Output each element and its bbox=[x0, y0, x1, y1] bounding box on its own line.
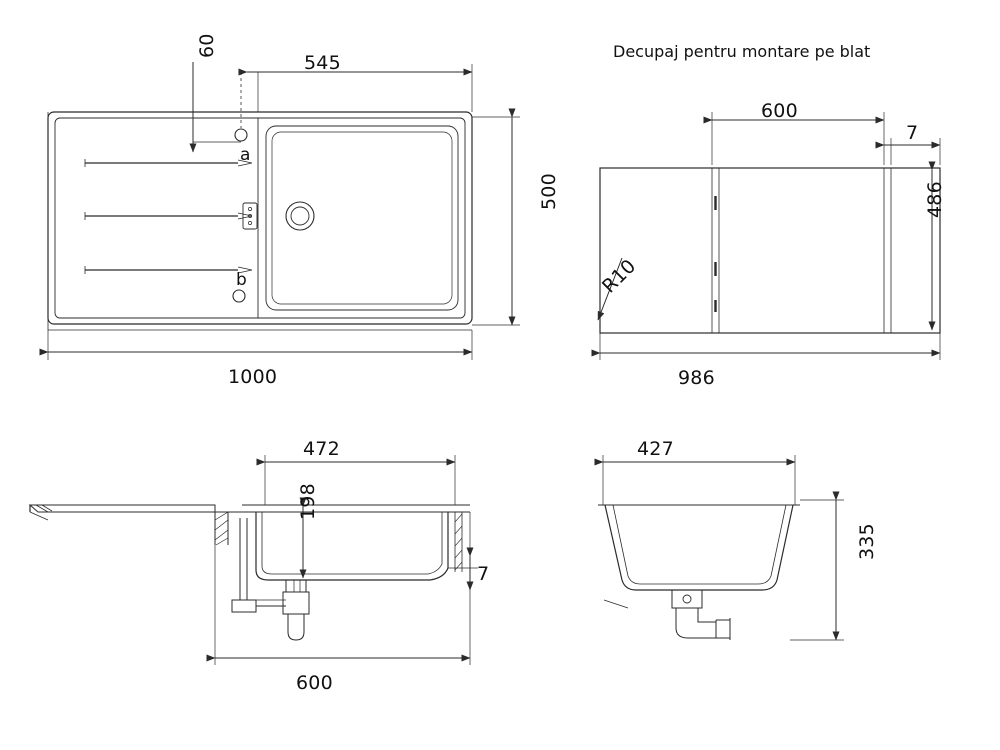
dim-rim-thickness: 7 bbox=[477, 563, 490, 585]
dim-bowl-width: 545 bbox=[304, 52, 341, 74]
side-section-geometry bbox=[598, 505, 800, 640]
dim-total-height: 335 bbox=[856, 523, 878, 560]
dim-corner-radius: R10 bbox=[598, 255, 641, 298]
dim-edge-distance: 7 bbox=[906, 122, 919, 144]
dim-overall-depth: 500 bbox=[538, 173, 560, 210]
dim-drain-offset: 60 bbox=[196, 33, 218, 58]
dim-bowl-top-width: 472 bbox=[303, 438, 340, 460]
dim-bowl-side-width: 427 bbox=[637, 438, 674, 460]
side-section-dimensions bbox=[603, 455, 844, 640]
top-view-geometry bbox=[48, 112, 472, 330]
dim-cutout-inner-width: 600 bbox=[761, 100, 798, 122]
dim-overall-width: 1000 bbox=[228, 366, 278, 388]
front-section-dimensions bbox=[215, 455, 478, 665]
top-view-dimensions bbox=[48, 62, 520, 360]
marker-hole-a: a bbox=[240, 145, 251, 165]
cutout-view-dimensions bbox=[598, 112, 940, 360]
cutout-view-geometry bbox=[600, 168, 940, 333]
cutout-title: Decupaj pentru montare pe blat bbox=[613, 42, 871, 61]
marker-hole-b: b bbox=[236, 270, 247, 290]
dim-bowl-depth: 198 bbox=[297, 483, 319, 520]
dim-cutout-height: 486 bbox=[924, 181, 946, 218]
front-section-geometry bbox=[30, 505, 470, 640]
dim-cutout-width: 986 bbox=[678, 367, 715, 389]
dim-cabinet-width: 600 bbox=[296, 672, 333, 694]
